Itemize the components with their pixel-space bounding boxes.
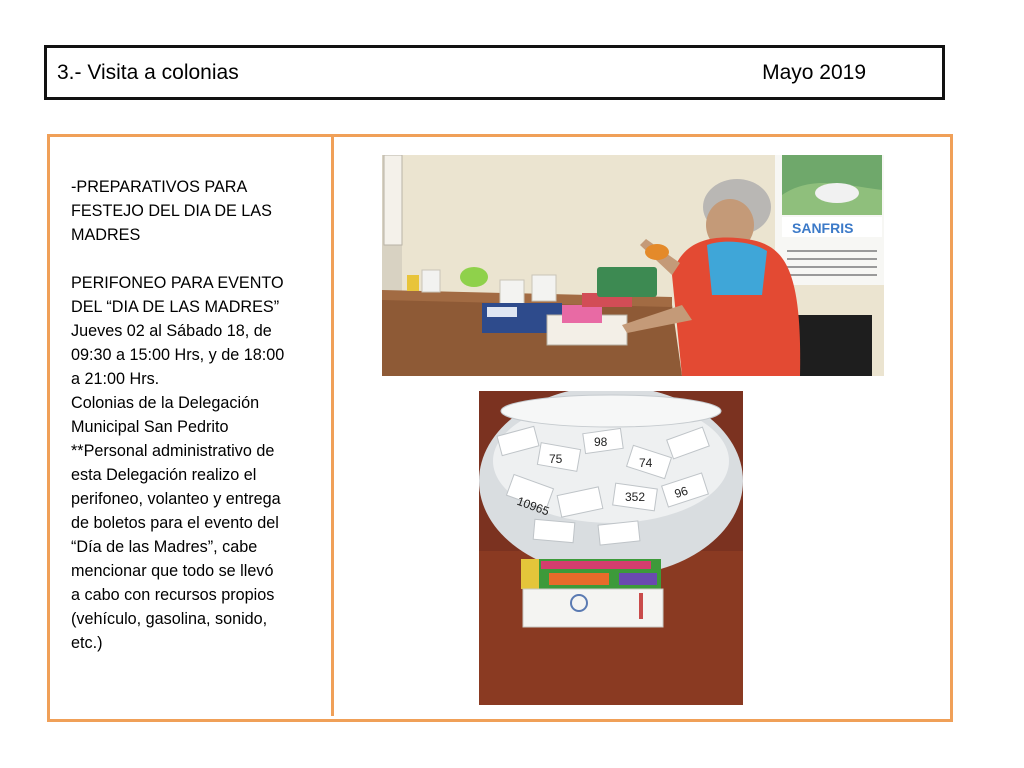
photo-raffle-bowl-illustration [479, 391, 743, 705]
column-divider [331, 134, 334, 716]
event-line: DEL “DIA DE LAS MADRES” [71, 298, 280, 316]
heading-line: MADRES [71, 226, 141, 244]
event-line: Colonias de la Delegación [71, 394, 260, 412]
event-line: a 21:00 Hrs. [71, 370, 160, 388]
event-line: etc.) [71, 634, 103, 652]
event-line: “Día de las Madres”, cabe [71, 538, 258, 556]
ticket-number: 74 [639, 456, 653, 470]
heading-line: FESTEJO DEL DIA DE LAS [71, 202, 272, 220]
ticket-number: 352 [625, 490, 646, 504]
ticket-number: 98 [594, 435, 608, 449]
event-line: esta Delegación realizo el [71, 466, 257, 484]
event-line: 09:30 a 15:00 Hrs, y de 18:00 [71, 346, 285, 364]
slide-title-box [44, 45, 945, 100]
photo-preparations-illustration [382, 155, 884, 376]
event-line: Jueves 02 al Sábado 18, de [71, 322, 272, 340]
slide-date: Mayo 2019 [762, 60, 866, 84]
event-line: (vehículo, gasolina, sonido, [71, 610, 268, 628]
event-line: **Personal administrativo de [71, 442, 275, 460]
event-line: perifoneo, volanteo y entrega [71, 490, 281, 508]
description-text [71, 175, 321, 655]
slide-title: 3.- Visita a colonias [57, 60, 239, 84]
photo-preparations [382, 155, 884, 376]
event-line: mencionar que todo se llevó [71, 562, 274, 580]
event-line: de boletos para el evento del [71, 514, 279, 532]
heading-line: -PREPARATIVOS PARA [71, 178, 248, 196]
event-line: Municipal San Pedrito [71, 418, 229, 436]
calendar-brand: SANFRIS [792, 220, 854, 236]
ticket-number: 96 [672, 483, 690, 502]
ticket-number: 10965 [515, 493, 552, 519]
event-line: PERIFONEO PARA EVENTO [71, 274, 284, 292]
event-line: a cabo con recursos propios [71, 586, 275, 604]
ticket-number: 75 [549, 452, 563, 466]
photo-raffle-bowl [479, 391, 743, 705]
